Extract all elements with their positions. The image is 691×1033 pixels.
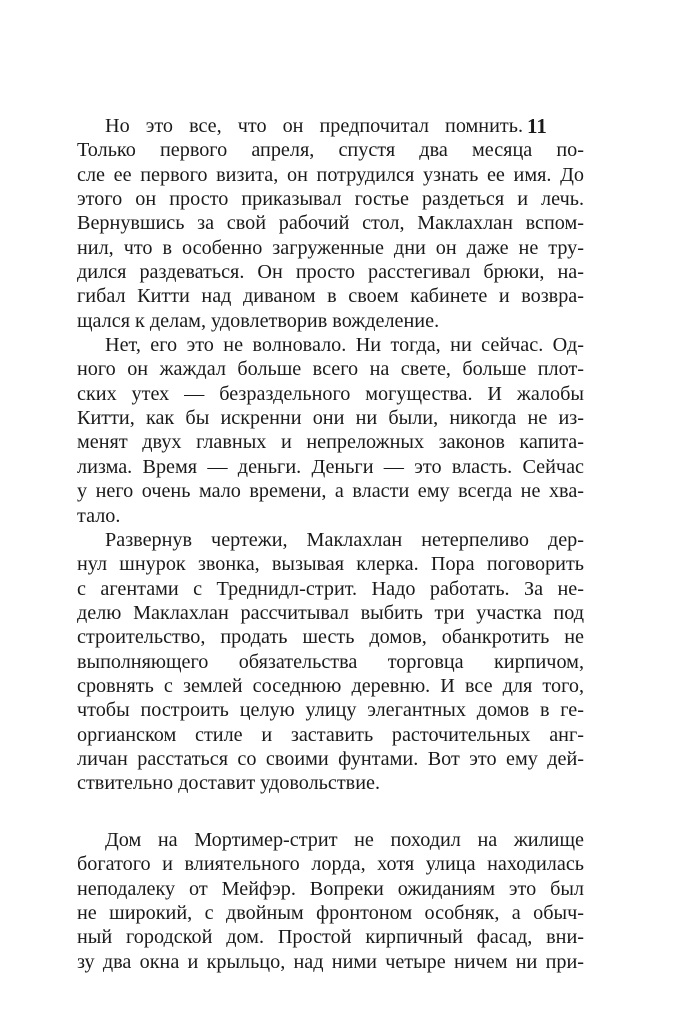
text-line: сле ее первого визита, он потрудился узнать ее имя. До <box>77 163 584 186</box>
text-line: зу два окна и крыльцо, над ними четыре ничем ни при- <box>77 950 584 973</box>
text-line: нул шнурок звонка, вызывая клерка. Пора поговорить <box>77 553 584 576</box>
text-line: не широкий, с двойным фронтоном особняк, а обыч- <box>77 902 584 925</box>
text-line: сровнять с землей соседнюю деревню. И все для того, <box>77 674 584 697</box>
text-line: выполняющего обязательства торговца кирпичом, <box>77 650 584 673</box>
text-line: Китти, как бы искренни они ни были, никогда не из- <box>77 407 584 430</box>
text-line: ный городской дом. Простой кирпичный фасад, вни- <box>77 926 584 949</box>
text-line: ного он жаждал больше всего на свете, больше плот- <box>77 358 584 381</box>
text-line: лизма. Время — деньги. Деньги — это власть. Сейчас <box>77 455 584 478</box>
text-line: делю Маклахлан рассчитывал выбить три участка под <box>77 601 584 624</box>
text-line: гибал Китти над диваном в своем кабинете и возвра- <box>77 285 584 308</box>
text-line: оргианском стиле и заставить расточительных анг- <box>77 723 584 746</box>
text-line: тало. <box>77 504 121 527</box>
text-line: Вернувшись за свой рабочий стол, Маклахлан вспом- <box>77 212 584 235</box>
body-text-block-2 <box>77 828 584 974</box>
text-line: чтобы построить целую улицу элегантных домов в ге- <box>77 699 584 722</box>
text-line: Развернув чертежи, Маклахлан нетерпеливо дер- <box>105 528 584 551</box>
text-line: с агентами с Треднидл-стрит. Надо работать. За не- <box>77 577 584 600</box>
text-line: этого он просто приказывал гостье раздеться и лечь. <box>77 188 584 211</box>
page-number: 11 <box>527 114 547 138</box>
text-line: личан расстаться со своими фунтами. Вот это ему дей- <box>77 747 584 770</box>
text-line: ствительно доставит удовольствие. <box>77 772 380 795</box>
text-line: Но это все, что он предпочитал помнить. <box>105 115 523 137</box>
text-line: Только первого апреля, спустя два месяца по- <box>77 139 584 162</box>
text-line: ских утех — безраздельного могущества. И жалобы <box>77 382 584 405</box>
text-line: дился раздеваться. Он просто расстегивал брюки, на- <box>77 261 584 284</box>
text-line: щался к делам, удовлетворив вожделение. <box>77 309 440 332</box>
text-line: у него очень мало времени, а власти ему всегда не хва- <box>77 480 584 503</box>
body-text-block-1 <box>77 114 584 796</box>
text-line: менят двух главных и непреложных законов капита- <box>77 431 584 454</box>
text-line: Дом на Мортимер-стрит не походил на жилище <box>105 829 584 851</box>
text-line: неподалеку от Мейфэр. Вопреки ожиданиям это был <box>77 877 584 900</box>
text-line: Нет, его это не волновало. Ни тогда, ни сейчас. Од- <box>105 334 584 357</box>
text-line: богатого и влиятельного лорда, хотя улица находилась <box>77 853 584 876</box>
text-line: строительство, продать шесть домов, обанкротить не <box>77 626 584 649</box>
text-line: нил, что в особенно загруженные дни он даже не тру- <box>77 236 584 259</box>
